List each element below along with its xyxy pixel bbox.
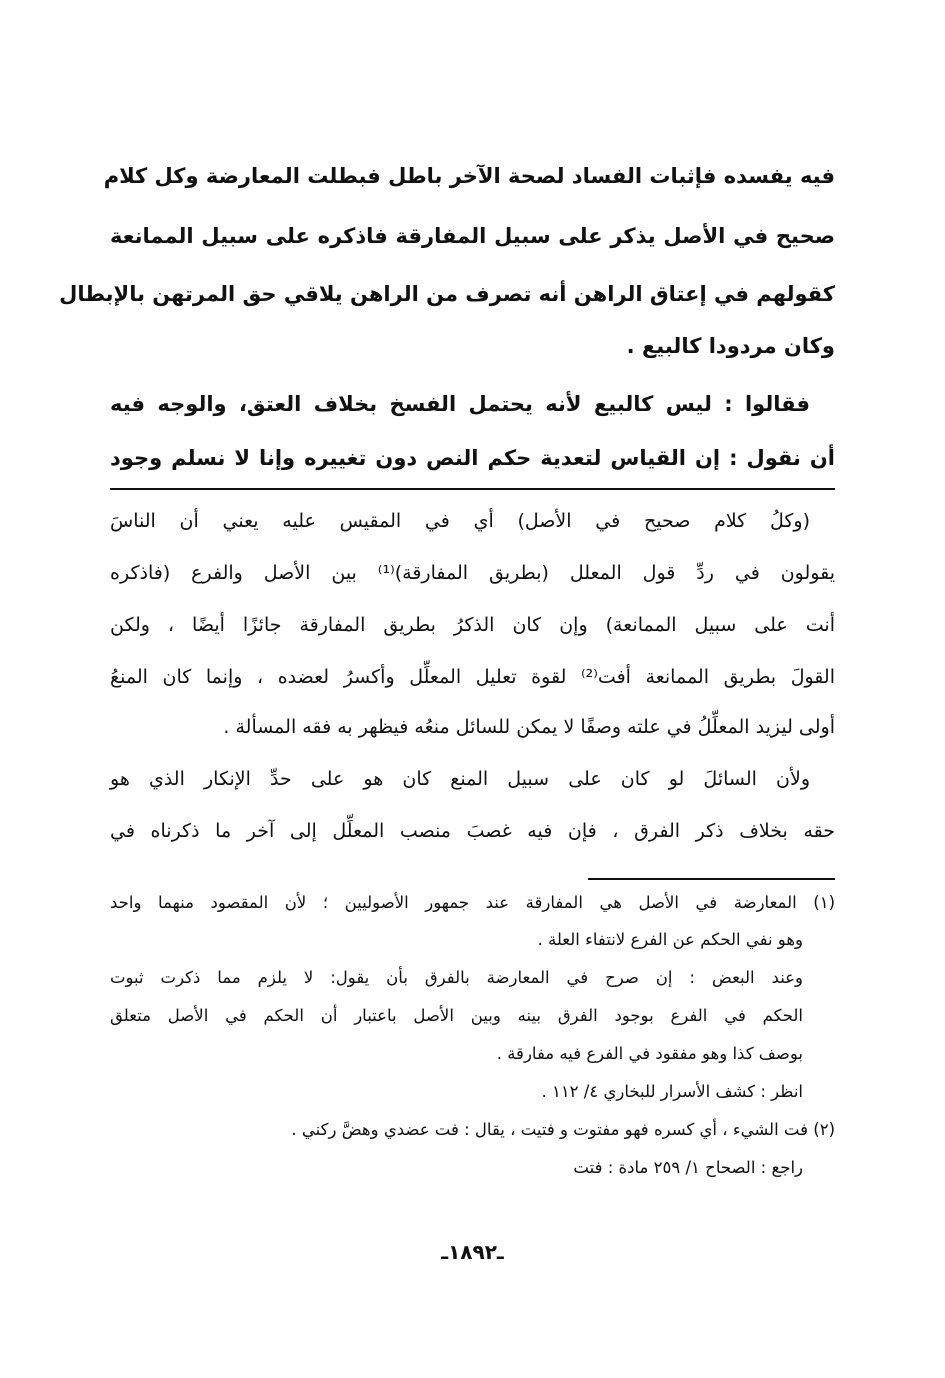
commentary-line: حقه بخلاف ذكر الفرق ، فإن فيه غصبَ منصب المعلِّل إلى آخر ما ذكرناه في: [110, 820, 835, 842]
main-line: فيه يفسده فإثبات الفساد لصحة الآخر باطل فبطلت المعارضة وكل كلام: [103, 164, 835, 188]
footnote-line: (٢) فت الشيء ، أي كسره فهو مفتوت و فتيت ، يقال : فت عضدي وهضَّ ركني .: [291, 1120, 835, 1139]
footnote-line: (١) المعارضة في الأصل هي المفارقة عند جمهور الأصوليين ؛ لأن المقصود منهما واحد: [110, 893, 835, 912]
main-line: فقالوا : ليس كالبيع لأنه يحتمل الفسخ بخلاف العتق، والوجه فيه: [110, 392, 810, 416]
footnote-line: راجع : الصحاح ١/ ٢٥٩ مادة : فتت: [573, 1158, 803, 1177]
main-line: أن نقول : إن القياس لتعدية حكم النص دون تغييره وإنا لا نسلم وجود: [110, 446, 835, 470]
commentary-line: القولَ بطريق الممانعة أفت⁽²⁾ لقوة تعليل المعلِّل وأكسرُ لعضده ، وإنما كان المنعُ: [110, 666, 835, 688]
main-line: كقولهم في إعتاق الراهن أنه تصرف من الراهن يلاقي حق المرتهن بالإبطال: [59, 282, 835, 306]
commentary-line: يقولون في ردِّ قول المعلل (بطريق المفارقة)⁽¹⁾ بين الأصل والفرع (فاذكره: [110, 562, 836, 584]
main-line: صحيح في الأصل يذكر على سبيل المفارقة فاذكره على سبيل الممانعة: [110, 224, 835, 248]
section-divider: [110, 488, 835, 490]
footnote-line: الحكم في الفرع بوجود الفرق بينه وبين الأصل باعتبار أن الحكم في الأصل متعلق: [110, 1006, 803, 1025]
commentary-line: ولأن السائلَ لو كان على سبيل المنع كان هو على حدِّ الإنكار الذي هو: [110, 768, 810, 790]
main-line: وكان مردودا كالبيع .: [626, 334, 835, 358]
footnote-line: انظر : كشف الأسرار للبخاري ٤/ ١١٢ .: [541, 1082, 803, 1101]
footnote-line: بوصف كذا وهو مفقود في الفرع فيه مفارقة .: [496, 1044, 803, 1063]
footnote-line: وعند البعض : إن صرح في المعارضة بالفرق بأن يقول: لا يلزم مما ذكرت ثبوت: [110, 968, 803, 987]
page-number: ـ١٨٩٢ـ: [441, 1240, 504, 1264]
commentary-line: أولى ليزيد المعلِّلُ في علته وصفًا لا يمكن للسائل منعُه فيظهر به فقه المسألة .: [223, 716, 835, 738]
commentary-line: (وكلُ كلام صحيح في الأصل) أي في المقيس عليه يعني أن الناسَ: [110, 510, 810, 532]
footnote-line: وهو نفي الحكم عن الفرع لانتفاء العلة .: [537, 930, 803, 949]
footnote-divider: [588, 878, 835, 880]
commentary-line: أنت على سبيل الممانعة) وإن كان الذكرُ بطريق المفارقة جائزًا أيضًا ، ولكن: [110, 614, 835, 636]
